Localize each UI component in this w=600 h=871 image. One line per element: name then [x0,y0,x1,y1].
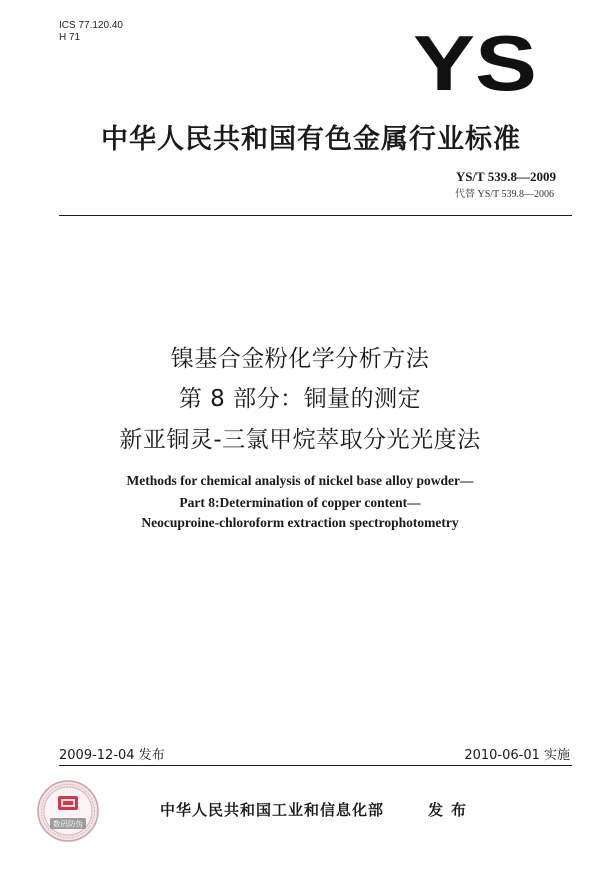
title-cn-line-1: 镍基合金粉化学分析方法 [170,346,430,372]
implementation-date: 2010-06-01 实施 [464,748,570,763]
standard-category-title: 中华人民共和国有色金属行业标准 [101,124,521,155]
anti-counterfeit-seal [36,779,100,843]
publish-label: 发布 [428,801,475,819]
classification-codes [59,20,123,44]
ys-logo-text: YS [413,30,537,96]
header-divider [59,215,572,216]
title-cn-line-3: 新亚铜灵-三氯甲烷萃取分光光度法 [119,427,481,453]
ccs-code: H 71 [59,32,81,43]
publisher-name: 中华人民共和国工业和信息化部 [160,801,385,819]
title-cn-line-2: 第 8 部分：铜量的测定 [178,386,422,412]
ys-logo [412,30,539,96]
replaces-standard: 代替 YS/T 539.8—2006 [455,189,554,200]
standard-number: YS/T 539.8—2009 [455,169,556,184]
issue-date: 2009-12-04 发布 [59,748,165,763]
title-en-line-2: Part 8:Determination of copper content— [179,495,421,510]
title-en-line-1: Methods for chemical analysis of nickel base alloy powder— [126,473,474,488]
title-en-line-3: Neocuproine-chloroform extraction spectrophotometry [141,515,459,530]
seal-text: 数码防伪 [53,819,83,829]
ics-code: ICS 77.120.40 [59,20,123,31]
footer-divider [59,765,572,766]
